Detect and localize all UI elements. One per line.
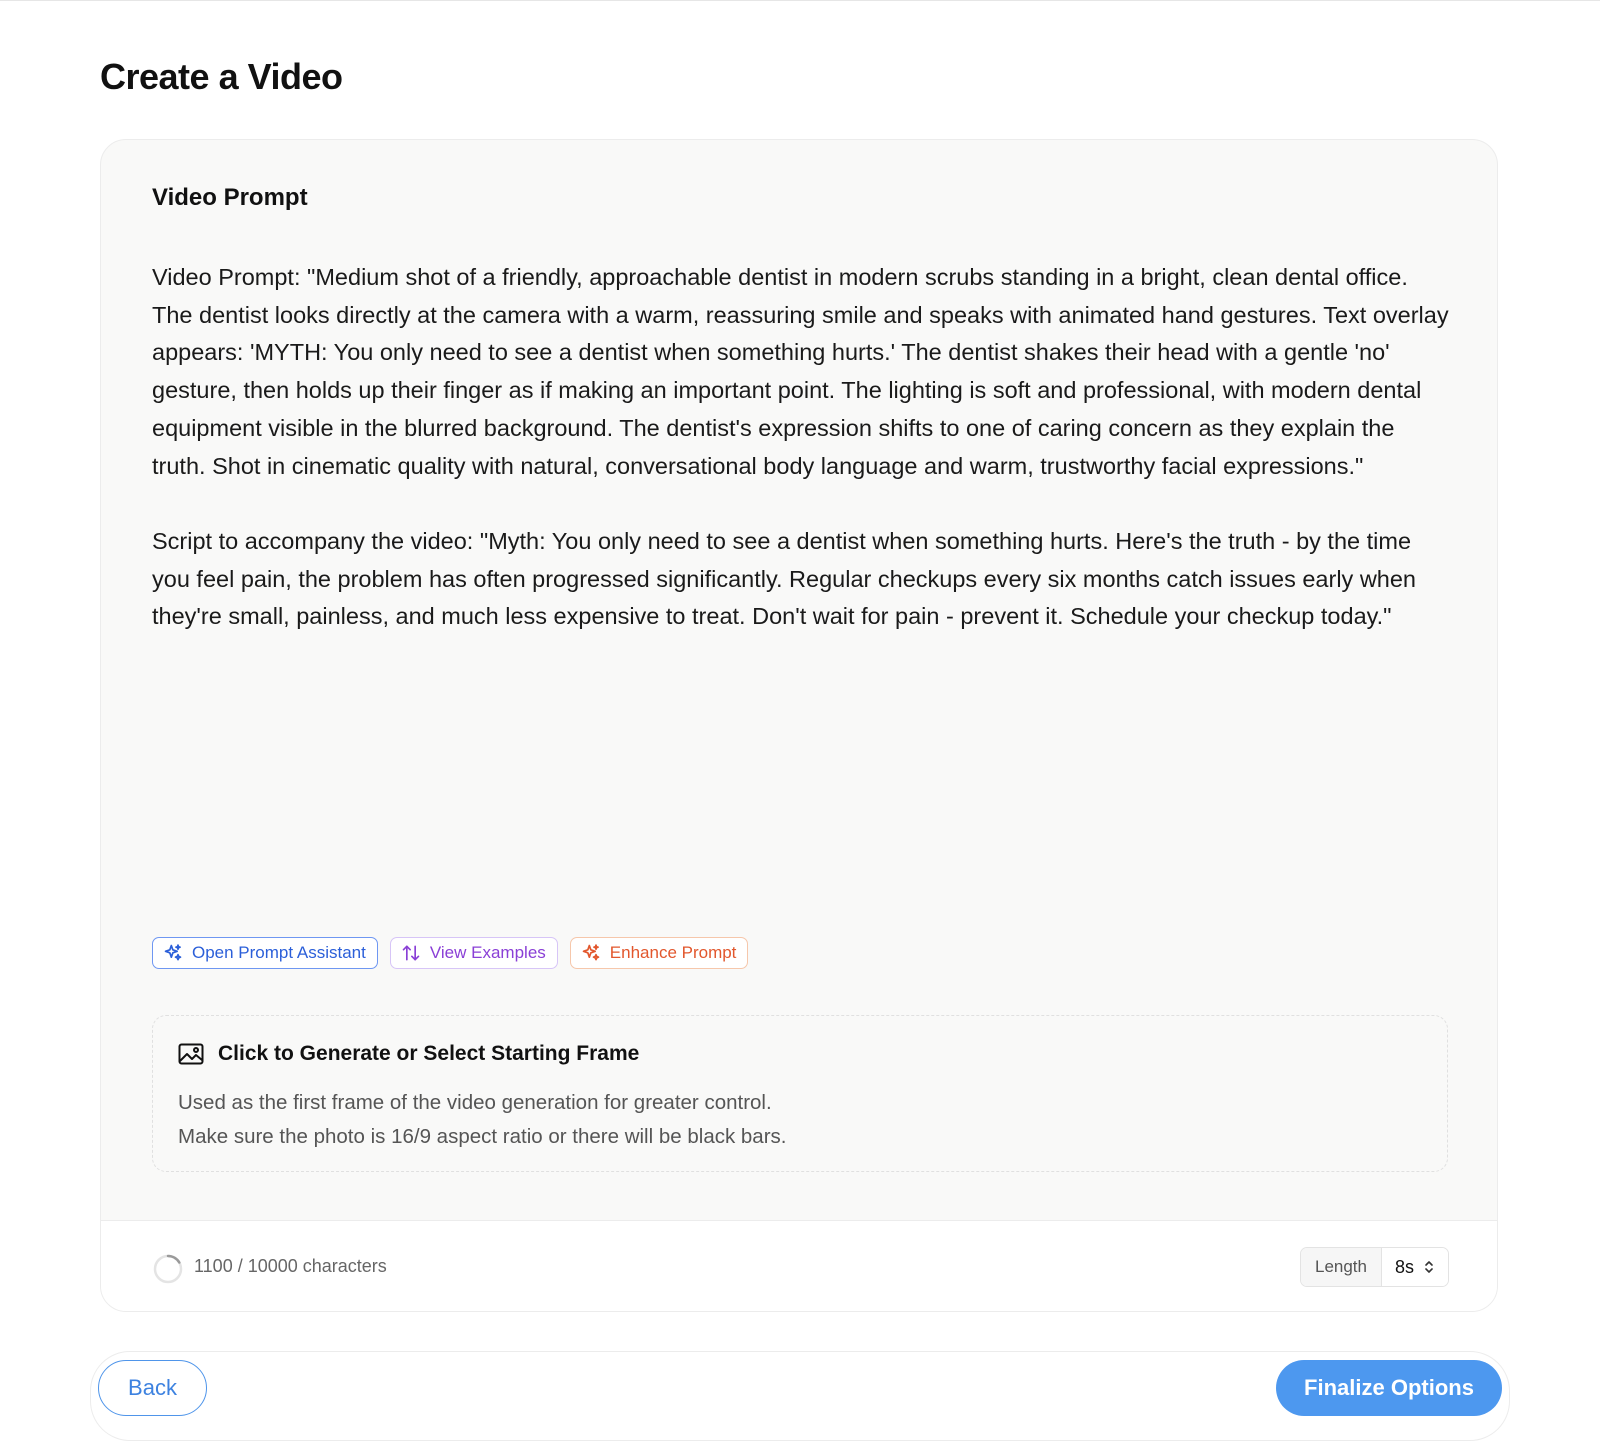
starting-frame-title-row — [178, 1042, 639, 1066]
sparkles-icon — [581, 943, 601, 963]
finalize-options-button[interactable]: Finalize Options — [1276, 1360, 1502, 1416]
starting-frame-title: Click to Generate or Select Starting Frame — [218, 1042, 640, 1065]
view-examples-button[interactable] — [390, 937, 558, 969]
spinner-icon — [152, 1253, 184, 1285]
length-label: Length — [1301, 1248, 1382, 1286]
prompt-card-footer — [101, 1220, 1497, 1312]
enhance-prompt-button[interactable] — [570, 937, 749, 969]
starting-frame-desc-line-2: Make sure the photo is 16/9 aspect ratio or there will be black bars. — [178, 1125, 787, 1148]
chevron-up-down-icon — [1424, 1260, 1434, 1274]
enhance-prompt-label: Enhance Prompt — [609, 943, 737, 962]
prompt-toolbar — [152, 937, 748, 969]
view-examples-label: View Examples — [429, 943, 546, 962]
sparkles-icon — [163, 943, 183, 963]
length-control — [1300, 1247, 1449, 1287]
open-prompt-assistant-button[interactable] — [152, 937, 378, 969]
top-divider — [0, 0, 1600, 1]
open-prompt-assistant-label: Open Prompt Assistant — [192, 943, 366, 962]
starting-frame-description — [178, 1086, 786, 1154]
image-icon — [178, 1043, 204, 1065]
page-title: Create a Video — [100, 56, 343, 97]
video-prompt-card — [100, 139, 1498, 1312]
character-count: 1100 / 10000 characters — [194, 1256, 387, 1276]
length-value: 8s — [1394, 1256, 1414, 1277]
section-label: Video Prompt — [152, 184, 308, 211]
prompt-textarea[interactable]: Video Prompt: "Medium shot of a friendly, approachable dentist in modern scrubs standing in a bright, clean dental office. The dentist looks directly at the camera with a warm, reassuring smile and speaks with animated hand gestures. Text overlay appears: 'MYTH: You only need to see a dentist when something hurts.' The dentist shakes their head with a gentle 'no' gesture, then holds up their finger as if making an important point. The lighting is soft and professional, with modern dental equipment visible in the blurred background. The dentist's expression shifts to one of caring concern as they explain the truth. Shot in cinematic quality with natural, conversational body language and warm, trustworthy facial expressions." Script to accompany the video: "Myth: You only need to see a dentist when something hurts. Here's the truth - by the time you feel pain, the problem has often progressed significantly. Regular checkups every six months catch issues early when they're small, painless, and much less expensive to treat. Don't wait for pain - prevent it. Schedule your checkup today." — [152, 264, 1449, 630]
length-select[interactable] — [1382, 1248, 1448, 1286]
bottom-action-bar — [90, 1351, 1510, 1441]
starting-frame-dropzone[interactable] — [152, 1015, 1448, 1172]
back-button[interactable]: Back — [98, 1360, 207, 1416]
swap-arrows-icon — [401, 943, 421, 963]
starting-frame-desc-line-1: Used as the first frame of the video generation for greater control. — [178, 1091, 772, 1114]
